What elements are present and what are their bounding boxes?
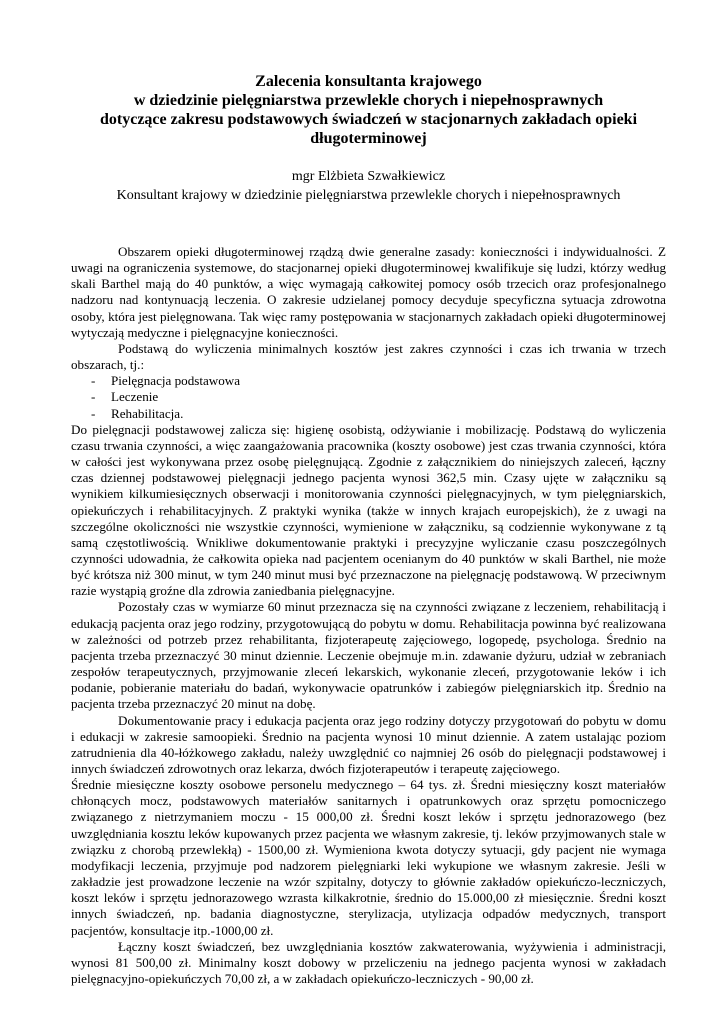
list-marker: - [91, 405, 96, 421]
title-line-1: Zalecenia konsultanta krajowego [255, 73, 482, 90]
paragraph-1: Obszarem opieki długoterminowej rządzą dwie generalne zasady: konieczności i indywidualności. Z uwagi na ograniczenia systemowe, do stacjonarnej opieki długoterminowej kwalifikuje się ludzi, którzy według skali Barthel mają do 40 punktów, a więc wymagają całkowitej pomocy osób trzecich oraz profesjonalnego nadzoru nad kontynuacją leczenia. O zakresie udzielanej pomocy decyduje specyficzna sytuacja zdrowotna osoby, która jest pielęgnowana. Tak więc ramy postępowania w stacjonarnych zakładach opieki długoterminowej wytyczają medyczne i pielęgnacyjne konieczności. [71, 244, 666, 340]
list-item [71, 373, 666, 389]
document-body [71, 244, 666, 987]
list-marker: - [91, 373, 96, 389]
list-item-text: Rehabilitacja. [111, 405, 184, 421]
list-item-text: Leczenie [111, 389, 159, 405]
author-role: Konsultant krajowy w dziedzinie pielęgniarstwa przewlekle chorych i niepełnosprawnych [116, 188, 621, 203]
paragraph-5: Dokumentowanie pracy i edukacja pacjenta oraz jego rodziny dotyczy przygotowań do pobytu w domu i edukacji w zakresie samoopieki. Średnio na pacjenta wynosi 10 minut dziennie. A zatem ustalając poziom zatrudnienia dla 40-łóżkowego zakładu, należy uwzględnić co najmniej 26 osób do pielęgnacji podstawowej i innych świadczeń zdrowotnych oraz lekarza, dwóch fizjoterapeutów i terapeutę zajęciowego. [71, 712, 666, 776]
paragraph-2: Podstawą do wyliczenia minimalnych kosztów jest zakres czynności i czas ich trwania w trzech obszarach, tj.: [71, 340, 666, 373]
paragraph-7: Łączny koszt świadczeń, bez uwzględniania kosztów zakwaterowania, wyżywienia i administracji, wynosi 81 500,00 zł. Minimalny koszt dobowy w przeliczeniu na jednego pacjenta wynosi w zakładach pielęgnacyjno-opiekuńczych 70,00 zł, a w zakładach opiekuńczo-leczniczych - 90,00 zł. [71, 938, 666, 987]
paragraph-3: Do pielęgnacji podstawowej zalicza się: higienę osobistą, odżywianie i mobilizację. Podstawą do wyliczenia czasu trwania czynności, a więc zaangażowania pracownika (koszty osobowe) jest czas trwania czynności, która w całości jest wykonywana przez osobę pielęgnującą. Zgodnie z załącznikiem do niniejszych zaleceń, łączny czas dziennej podstawowej pielęgnacji jednego pacjenta wynosi 362,5 min. Czasy ujęte w załączniku są wynikiem kilkumiesięcznych obserwacji i monitorowania czynności pielęgnacyjnych, w tym pielęgniarskich, opiekuńczych i rehabilitacyjnych. Z praktyki wynika (także w innych krajach europejskich), że z uwagi na szczególne okoliczności nie wszystkie czynności, wymienione w załączniku, są codziennie wykonywane z tą samą częstotliwością. Wnikliwe dokumentowanie praktyki i precyzyjne wyliczanie czasu poszczególnych czynności udowadnia, że całkowita opieka nad pacjentem ocenianym do 40 punktów w skali Barthel, nie może być krótsza niż 300 minut, w tym 240 minut musi być przeznaczone na pielęgnację podstawową. W przeciwnym razie wystąpią groźne dla zdrowia zaniedbania pielęgnacyjne. [71, 421, 666, 599]
title-line-4: długoterminowej [310, 130, 427, 147]
author-name: mgr Elżbieta Szwałkiewicz [291, 169, 446, 184]
list-item [71, 406, 666, 422]
document-title [71, 72, 666, 148]
list-marker: - [91, 389, 96, 405]
paragraph-4: Pozostały czas w wymiarze 60 minut przeznacza się na czynności związane z leczeniem, rehabilitacją i edukacją pacjenta oraz jego rodziny, przygotowującą do pobytu w domu. Rehabilitacja powinna być realizowana w zależności od potrzeb przez rehabilitanta, fizjoterapeutę zajęciowego, logopedę, psychologa. Średnio na pacjenta trzeba przeznaczyć 30 minut dziennie. Leczenie obejmuje m.in. zdawanie dyżuru, udział w zebraniach zespołów terapeutycznych, przyjmowanie zleceń lekarskich, wykonanie zleceń, przygotowanie leków i ich podanie, pobieranie materiału do badań, wykonywacie opatrunków i zabiegów pielęgniarskich itp. Średnio na pacjenta trzeba przeznaczyć 20 minut na dobę. [71, 599, 666, 712]
areas-list [71, 373, 666, 421]
list-item-text: Pielęgnacja podstawowa [111, 373, 241, 389]
title-line-3: dotyczące zakresu podstawowych świadczeń w stacjonarnych zakładach opieki [99, 111, 638, 128]
paragraph-6: Średnie miesięczne koszty osobowe personelu medycznego – 64 tys. zł. Średni miesięczny koszt materiałów chłonących mocz, podstawowych materiałów sanitarnych i opatrunkowych oraz sprzętu pomocniczego związanego z nietrzymaniem moczu - 15 000,00 zł. Średni koszt leków i sprzętu jednorazowego (bez uwzględniania kosztu leków kupowanych przez pacjenta we własnym zakresie, tj. leków przyjmowanych stale w związku z chorobą przewlekłą) - 1500,00 zł. Wymieniona kwota dotyczy sytuacji, gdy pacjent nie wymaga modyfikacji leczenia, przyjmuje pod nadzorem pielęgniarki leki wykupione we własnym zakresie. Jeśli w zakładzie jest prowadzone leczenie na wzór szpitalny, dotyczy to głównie zakładów opiekuńczo-leczniczych, koszt leków i sprzętu jednorazowego wzrasta kilkakrotnie, średnio do 15.000,00 zł miesięcznie. Średni koszt innych świadczeń, np. badania diagnostyczne, sterylizacja, utylizacja odpadów medycznych, transport pacjentów, konsultacje itp.-1000,00 zł. [71, 777, 666, 938]
title-line-2: w dziedzinie pielęgniarstwa przewlekle chorych i niepełnosprawnych [133, 92, 604, 109]
list-item [71, 389, 666, 405]
